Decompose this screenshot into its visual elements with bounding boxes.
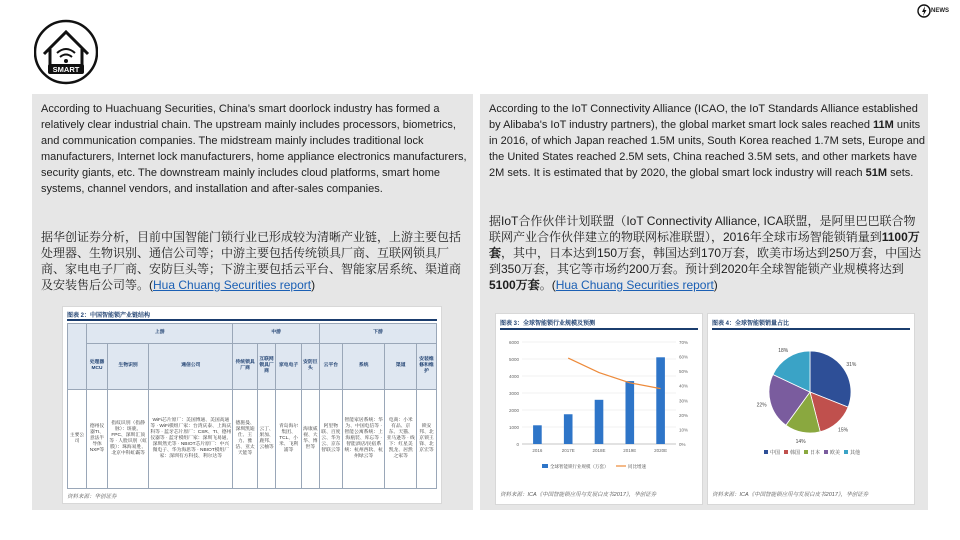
table-cell: 指纹识别（指静脉）：斑鹿、FPC、深圳汇顶等 · 人脸识别（虹膜）：珠海易胜、北京中科虹霸等 [108, 389, 149, 488]
x-tick-label: 2017E [561, 448, 575, 453]
legend-label: 日本 [810, 450, 821, 456]
bar [564, 414, 573, 444]
legend-swatch [764, 450, 768, 454]
right-en-text: According to the IoT Connectivity Alliance (ICAO, the IoT Standards Alliance established by Alibaba's IoT industry partners), the global market smart lock sales reached [489, 103, 918, 131]
y-tick-label-left: 0 [516, 442, 519, 447]
chart4-source: 资料来源：ICA《中国智能锁应用与发展白皮书2017》，华创证券 [712, 492, 869, 498]
y-tick-label-right: 10% [679, 427, 689, 433]
col-header: 处理器MCU [87, 343, 108, 389]
table-cell: 锁安邦、北京锁王锋、北京宏等 [416, 389, 436, 488]
slice-label: 14% [795, 439, 806, 446]
col-header: 互联网锁具厂商 [257, 343, 276, 389]
slice-label: 18% [778, 347, 789, 354]
col-header: 生物识别 [108, 343, 149, 389]
chart4-title: 图表 4：全球智能锁销量占比 [712, 321, 790, 327]
chart3-source: 资料来源：ICA《中国智能锁应用与发展白皮书2017》，华创证券 [500, 492, 657, 498]
chart4-svg [708, 332, 914, 484]
table-cell: 云丁、果加、鹿邦、云柚等 [257, 389, 276, 488]
col-header: 云平台 [319, 343, 342, 389]
x-tick-label: 2019E [623, 448, 637, 453]
slice-label: 22% [756, 402, 767, 409]
right-zh-close: ) [713, 278, 718, 292]
chart4-figure [707, 313, 915, 505]
table-cell: 德施曼、深圳凯迪仕、王力、雅洁、亚太天能等 [233, 389, 257, 488]
left-en-paragraph: According to Huachuang Securities, China’s smart doorlock industry has formed a relatively clear industrial chain. The upstream mainly includes processors, biometrics, and communication companies. The midstream mainly includes traditional lock manufacturers, Internet lock manufacturers, home appliance electronics manufacturers, security giants, etc. The downstream mainly includes cloud platforms, smart home systems, channel vendors, and installation and after-sales companies. [41, 103, 467, 195]
y-tick-label-left: 4000 [508, 374, 519, 379]
news-label: NEWS [931, 8, 949, 14]
news-badge [917, 3, 955, 19]
y-tick-label-left: 5000 [508, 357, 519, 362]
right-zh-text: 据IoT合作伙伴计划联盟（IoT Connectivity Alliance, ICA联盟，是阿里巴巴联合物联网产业合作伙伴建立的物联网标准联盟），2016年全球市场智能锁销量到 [489, 214, 916, 244]
y-tick-label-right: 60% [679, 354, 689, 360]
figure-source: 资料来源：华创证券 [67, 494, 117, 500]
y-tick-label-right: 40% [679, 383, 689, 389]
industry-chain-figure [62, 306, 442, 504]
y-tick-label-right: 50% [679, 369, 689, 375]
left-zh-text: 据华创证券分析，目前中国智能门锁行业已形成较为清晰产业链，上游主要包括处理器、生物识别、通信公司等；中游主要包括传统锁具厂商、互联网锁具厂商、家电电子厂商、安防巨头等；下游主要包括云平台、智能家居系统、渠道商及安装售后公司等。( [41, 230, 462, 292]
group-upstream: 上游 [87, 324, 233, 344]
right-zh-highlight: 1100万套 [489, 230, 920, 260]
col-header: 系统 [342, 343, 385, 389]
row-label: 主要公司 [68, 389, 87, 488]
x-tick-label: 2020E [654, 448, 668, 453]
table-cell: 智能家居系统：华为、中国电信等 · 智能公寓系统：上海瓶装、库忘等 · 智能酒店/民宿系统：杭州西软、杭州绿云等 [342, 389, 385, 488]
x-tick-label: 2018E [592, 448, 606, 453]
y-tick-label-right: 30% [679, 398, 689, 404]
legend-line-label: 同比增速 [628, 464, 646, 469]
right-zh-highlight: 5100万套 [489, 278, 540, 292]
col-header: 通信公司 [149, 343, 233, 389]
table-cell: WiFi芯片原厂：美国博通、美国高通等 · WiFi模组厂家：台湾庆泰、上海庆科等 · 蓝牙芯片原厂：CSR、TI、德州仪器等 · 蓝牙模组厂家：深圳飞易通、深圳然光等 · NBIOT芯片原厂：中兴微电子、华为海思等 · NBIOT模组厂家：深圳有方科技、利尔达等 [149, 389, 233, 488]
legend-bar-label: 全球智能锁行业规模（万套） [550, 464, 609, 469]
slice-label: 15% [838, 427, 849, 434]
col-header: 渠道 [385, 343, 417, 389]
bar [533, 425, 542, 444]
slice-label: 31% [846, 361, 857, 368]
x-tick-label: 2016 [532, 448, 543, 453]
smart-home-logo-icon [34, 16, 98, 88]
group-midstream: 中游 [233, 324, 319, 344]
growth-line [568, 358, 660, 389]
figure-title: 图表 2：中国智能锁产业链结构 [67, 313, 151, 319]
chart3-rule [500, 328, 698, 330]
table-corner [68, 324, 87, 390]
legend-label: 韩国 [790, 450, 801, 456]
y-tick-label-right: 0% [679, 442, 686, 447]
bar [625, 381, 634, 444]
legend-swatch [844, 450, 848, 454]
table-cell: 电商：小米有品、京东、天猫、亚马逊等 · 线下：红星美凯龙、居然之家等 [385, 389, 417, 488]
y-tick-label-left: 6000 [508, 340, 519, 345]
group-downstream: 下游 [319, 324, 436, 344]
bar [595, 400, 604, 444]
table-cell: 德州仪器TI、意法半导体NXP等 [87, 389, 108, 488]
col-header: 安防巨头 [301, 343, 319, 389]
table-group-row [68, 324, 437, 344]
chart3-svg [496, 332, 702, 484]
chart3-figure [495, 313, 703, 505]
col-header: 家电电子 [276, 343, 301, 389]
right-en-paragraph [489, 101, 925, 181]
left-zh-close: ) [311, 278, 316, 292]
legend-swatch [824, 450, 828, 454]
lightning-icon [917, 3, 931, 19]
bar [656, 357, 665, 444]
legend-swatch [784, 450, 788, 454]
table-cell: 阿里物联、百度云、华为云、京东智联云等 [319, 389, 342, 488]
table-cell: 青岛海尔集团、TCL、小米、飞利浦等 [276, 389, 301, 488]
right-zh-text: ，其中，日本达到150万套，韩国达到170万套，欧美市场达到250万套，中国达到350万套，其它等市场约200万套。预计到2020年全球智能锁产业规模将达到 [489, 246, 922, 276]
right-en-text: sets. [887, 167, 914, 179]
right-zh-text: 。( [539, 278, 556, 292]
right-en-highlight: 51M [865, 167, 888, 179]
chart3-title: 图表 3：全球智能锁行业规模及预测 [500, 321, 596, 327]
col-header: 传统锁具厂商 [233, 343, 257, 389]
col-header: 安装维修和维护 [416, 343, 436, 389]
chart4-rule [712, 328, 910, 330]
right-en-highlight: 11M [873, 119, 894, 131]
table-row [68, 389, 437, 488]
logo-label: SMART [52, 65, 80, 74]
y-tick-label-right: 70% [679, 340, 689, 345]
left-source-link[interactable]: Hua Chuang Securities report [153, 278, 312, 292]
y-tick-label-left: 3000 [508, 391, 519, 396]
legend-label: 中国 [770, 450, 781, 456]
y-tick-label-right: 20% [679, 412, 689, 418]
figure-rule [67, 319, 437, 321]
industry-chain-table [67, 323, 437, 489]
legend-bar-swatch [542, 464, 548, 468]
right-en-text: units in 2016, of which Japan reached 1.5M units, South Korea reached 1.7M sets, Europe and the United States reached 2.5M sets, China reached 3.5M sets, and other markets have 2M sets. It is estimated that by 2020, the global smart lock industry will reach [489, 119, 925, 179]
legend-label: 其他 [850, 450, 861, 456]
legend-label: 欧美 [830, 450, 841, 456]
right-zh-paragraph [489, 213, 925, 293]
left-zh-paragraph [41, 229, 471, 293]
legend-swatch [804, 450, 808, 454]
y-tick-label-left: 2000 [508, 408, 519, 413]
table-header-row [68, 343, 437, 389]
table-cell: 海康威视、大华、博世等 [301, 389, 319, 488]
y-tick-label-left: 1000 [508, 425, 519, 430]
right-source-link[interactable]: Hua Chuang Securities report [555, 278, 714, 292]
